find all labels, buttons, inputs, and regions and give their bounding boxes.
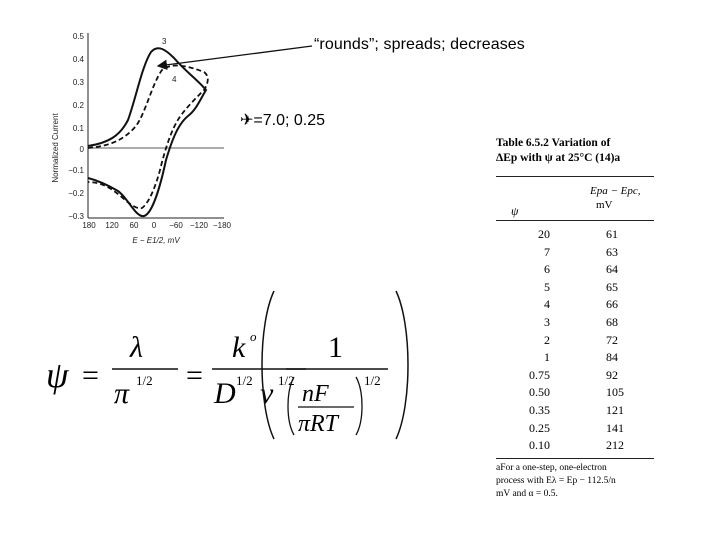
curve-label-4: 4 xyxy=(172,75,177,84)
y-tick: 0.2 xyxy=(72,101,84,110)
eq-D-exponent: 1/2 xyxy=(236,373,253,388)
psi-symbol-glyph: ✈ xyxy=(240,112,254,129)
eq-lambda: λ xyxy=(130,331,143,364)
annotation-psi-values xyxy=(240,110,325,130)
cell-delta-ep: 61 xyxy=(606,227,618,241)
table-title-line1: Table 6.5.2 Variation of xyxy=(496,137,611,149)
cell-delta-ep: 84 xyxy=(606,350,618,365)
x-axis-title: E − E1/2, mV xyxy=(132,236,180,245)
y-tick: 0.1 xyxy=(72,124,84,133)
y-tick: 0.4 xyxy=(72,55,84,64)
cell-psi: 2 xyxy=(544,332,550,347)
cell-delta-ep: 121 xyxy=(606,402,624,417)
table-row xyxy=(496,261,654,279)
table-row xyxy=(496,279,654,297)
cell-psi: 7 xyxy=(544,244,550,259)
eq-nu-exponent: 1/2 xyxy=(278,373,295,388)
table-row xyxy=(496,244,654,262)
x-tick-labels xyxy=(82,221,231,230)
psi-values-text: =7.0; 0.25 xyxy=(253,112,326,129)
curve-label-3: 3 xyxy=(162,37,167,46)
cell-delta-ep: 212 xyxy=(606,438,624,453)
table-row xyxy=(496,349,654,367)
x-tick: −120 xyxy=(189,221,209,230)
y-tick: −0.3 xyxy=(68,212,84,221)
y-tick-labels xyxy=(68,32,84,221)
y-tick: −0.2 xyxy=(68,189,84,198)
eq-inner-exponent: 1/2 xyxy=(364,373,381,388)
table-row xyxy=(496,402,654,420)
psi-equation xyxy=(38,285,418,445)
cell-delta-ep: 72 xyxy=(606,332,618,347)
y-axis-title: Normalized Current xyxy=(51,113,60,183)
eq-pi-exponent: 1/2 xyxy=(136,373,153,388)
eq-right-paren xyxy=(396,291,408,439)
cell-psi: 1 xyxy=(544,350,550,365)
table-row xyxy=(496,314,654,332)
eq-pi: π xyxy=(114,377,130,410)
cell-psi: 0.50 xyxy=(529,385,550,400)
eq-k: k xyxy=(232,331,246,364)
x-tick: 0 xyxy=(151,221,157,230)
eq-nu: ν xyxy=(260,377,274,410)
eq-nF: nF xyxy=(302,381,329,407)
eq-equals-2: = xyxy=(186,359,203,392)
annotation-arrow xyxy=(150,30,320,80)
eq-equals-1: = xyxy=(82,359,99,392)
annotation-shape-changes: “rounds”; spreads; decreases xyxy=(314,36,525,53)
table-row xyxy=(496,332,654,350)
cell-delta-ep: 65 xyxy=(606,279,618,294)
cell-psi: 3 xyxy=(544,314,550,329)
cell-delta-ep: 64 xyxy=(606,262,618,277)
cv-curve-4 xyxy=(88,66,208,209)
cell-psi: 5 xyxy=(544,279,550,294)
eq-piRT: πRT xyxy=(298,411,339,437)
header-ep-line1: Epa − Epc, xyxy=(590,185,641,197)
x-tick: −180 xyxy=(212,221,232,230)
table-top-rule xyxy=(496,176,654,177)
table-header-delta-ep xyxy=(590,184,641,212)
cell-psi: 20 xyxy=(538,227,550,241)
table-body xyxy=(496,226,654,455)
cell-psi: 0.35 xyxy=(529,402,550,417)
cell-delta-ep: 66 xyxy=(606,297,618,312)
footnote-line3: mV and α = 0.5. xyxy=(496,489,558,499)
table-row xyxy=(496,367,654,385)
cell-delta-ep: 63 xyxy=(606,244,618,259)
x-tick: 120 xyxy=(105,221,119,230)
table-row xyxy=(496,437,654,455)
table-row xyxy=(496,420,654,438)
table-row xyxy=(496,226,654,244)
eq-D: D xyxy=(214,377,236,410)
eq-psi: ψ xyxy=(46,355,69,395)
table-row xyxy=(496,384,654,402)
x-tick: 180 xyxy=(82,221,96,230)
cell-psi: 6 xyxy=(544,262,550,277)
header-ep-line2: mV xyxy=(596,199,613,211)
footnote-line2: process with Eλ = Ep − 112.5/n xyxy=(496,476,616,486)
cell-psi: 0.25 xyxy=(529,420,550,435)
variation-table xyxy=(478,132,688,512)
x-tick: 60 xyxy=(129,221,139,230)
cell-psi: 4 xyxy=(544,297,550,312)
x-tick: −60 xyxy=(169,221,183,230)
footnote-line1: aFor a one-step, one-electron xyxy=(496,463,607,473)
cell-delta-ep: 141 xyxy=(606,420,624,435)
cell-psi: 0.10 xyxy=(529,438,550,453)
cell-psi: 0.75 xyxy=(529,367,550,382)
table-bottom-rule xyxy=(496,458,654,459)
eq-one: 1 xyxy=(328,331,343,364)
table-title xyxy=(496,136,620,166)
table-header-rule xyxy=(496,220,654,221)
eq-inner-right-paren xyxy=(356,377,362,435)
y-tick: 0 xyxy=(79,145,84,154)
table-title-line2: ΔEp with ψ at 25°C (14)a xyxy=(496,152,621,164)
eq-left-paren xyxy=(262,291,274,439)
y-tick: −0.1 xyxy=(68,166,84,175)
table-footnote xyxy=(496,462,616,501)
cell-delta-ep: 92 xyxy=(606,367,618,382)
cell-delta-ep: 105 xyxy=(606,385,624,400)
table-row xyxy=(496,296,654,314)
y-tick: 0.5 xyxy=(72,32,84,41)
eq-k-superscript: o xyxy=(250,329,257,344)
y-tick: 0.3 xyxy=(72,78,84,87)
cell-delta-ep: 68 xyxy=(606,314,618,329)
table-header-psi: ψ xyxy=(511,204,519,218)
